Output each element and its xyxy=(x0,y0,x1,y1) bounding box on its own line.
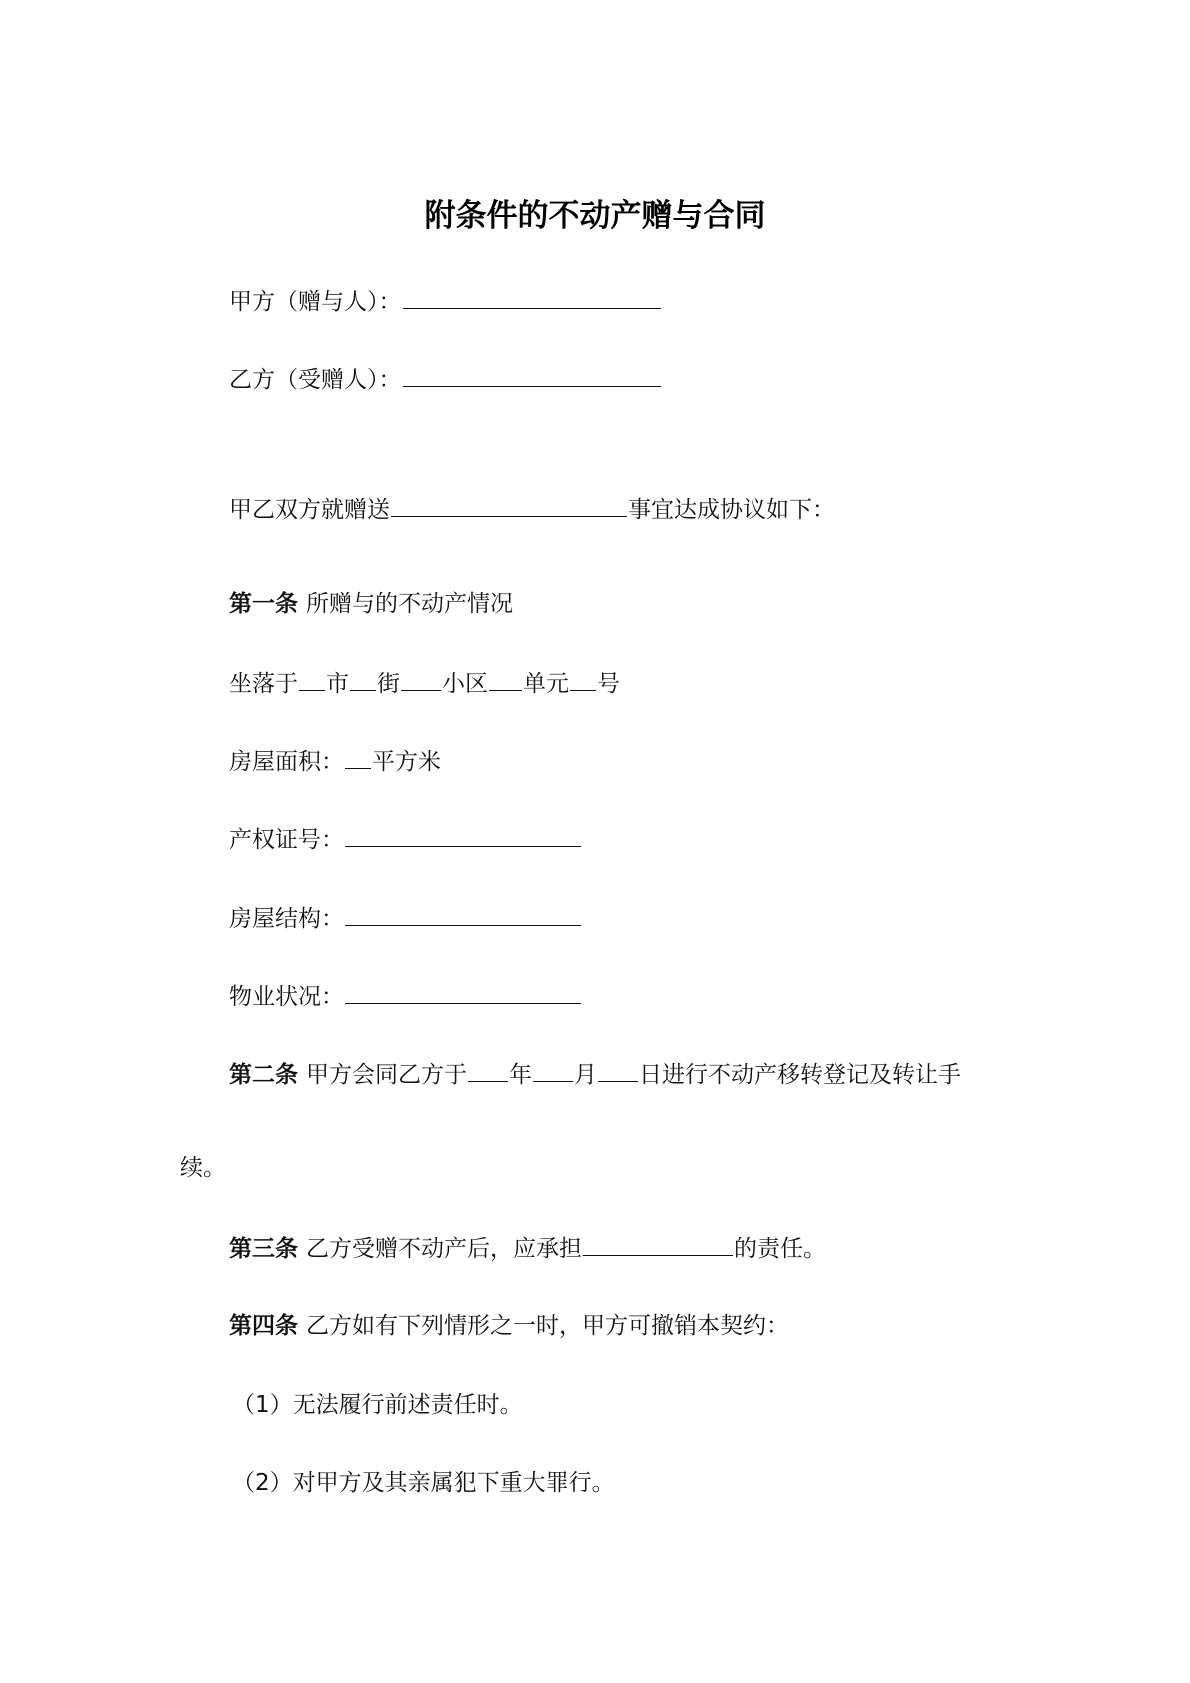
intro-prefix: 甲乙双方就赠送 xyxy=(229,497,390,523)
party-b-line xyxy=(229,364,662,395)
unit-label: 单元 xyxy=(523,671,569,697)
article3-prefix: 乙方受赠不动产后，应承担 xyxy=(306,1236,582,1262)
intro-line xyxy=(229,494,835,525)
property-line xyxy=(229,981,582,1012)
cert-label: 产权证号： xyxy=(229,827,344,853)
structure-label: 房屋结构： xyxy=(229,906,344,932)
location-prefix: 坐落于 xyxy=(229,671,298,697)
article3-heading: 第三条 xyxy=(229,1236,298,1262)
unit-blank[interactable] xyxy=(489,668,522,691)
responsibility-blank[interactable] xyxy=(583,1233,733,1256)
list-item-text: （1）无法履行前述责任时。 xyxy=(232,1392,523,1418)
article2-prefix: 甲方会同乙方于 xyxy=(306,1062,467,1088)
city-label: 市 xyxy=(326,671,349,697)
property-label: 物业状况： xyxy=(229,984,344,1010)
list-item xyxy=(232,1468,615,1498)
party-a-label: 甲方（赠与人）： xyxy=(229,289,402,315)
area-label: 房屋面积： xyxy=(229,749,344,775)
street-blank[interactable] xyxy=(350,668,376,691)
community-label: 小区 xyxy=(442,671,488,697)
area-unit: 平方米 xyxy=(372,749,441,775)
structure-line xyxy=(229,903,582,934)
month-label: 月 xyxy=(574,1062,597,1088)
party-b-label: 乙方（受赠人）： xyxy=(229,367,402,393)
structure-blank[interactable] xyxy=(345,903,581,926)
article2-line xyxy=(229,1059,961,1090)
day-blank[interactable] xyxy=(598,1059,638,1082)
article4-text: 乙方如有下列情形之一时，甲方可撤销本契约： xyxy=(306,1313,789,1339)
year-label: 年 xyxy=(509,1062,532,1088)
intro-suffix: 事宜达成协议如下： xyxy=(628,497,835,523)
party-a-blank[interactable] xyxy=(403,286,661,309)
article4-line xyxy=(229,1311,789,1341)
article2-heading: 第二条 xyxy=(229,1062,298,1088)
month-blank[interactable] xyxy=(533,1059,573,1082)
cert-blank[interactable] xyxy=(345,824,581,847)
article4-heading: 第四条 xyxy=(229,1313,298,1339)
article3-suffix: 的责任。 xyxy=(734,1236,826,1262)
area-line xyxy=(229,746,441,777)
document-title: 附条件的不动产赠与合同 xyxy=(424,198,766,234)
article1-line xyxy=(229,589,513,619)
location-line xyxy=(229,668,620,699)
number-label: 号 xyxy=(597,671,620,697)
area-blank[interactable] xyxy=(345,746,371,769)
city-blank[interactable] xyxy=(299,668,325,691)
year-blank[interactable] xyxy=(468,1059,508,1082)
party-a-line xyxy=(229,286,662,317)
article1-text: 所赠与的不动产情况 xyxy=(306,591,513,617)
community-blank[interactable] xyxy=(401,668,441,691)
gift-subject-blank[interactable] xyxy=(391,494,627,517)
party-b-blank[interactable] xyxy=(403,364,661,387)
property-blank[interactable] xyxy=(345,981,581,1004)
list-item xyxy=(232,1390,523,1420)
street-label: 街 xyxy=(377,671,400,697)
article1-heading: 第一条 xyxy=(229,591,298,617)
cert-line xyxy=(229,824,582,855)
article2-continuation-line xyxy=(180,1153,226,1183)
article2-suffix: 日进行不动产移转登记及转让手 xyxy=(639,1062,961,1088)
number-blank[interactable] xyxy=(570,668,596,691)
article3-line xyxy=(229,1233,826,1264)
article2-continuation: 续。 xyxy=(180,1155,226,1181)
list-item-text: （2）对甲方及其亲属犯下重大罪行。 xyxy=(232,1470,615,1496)
